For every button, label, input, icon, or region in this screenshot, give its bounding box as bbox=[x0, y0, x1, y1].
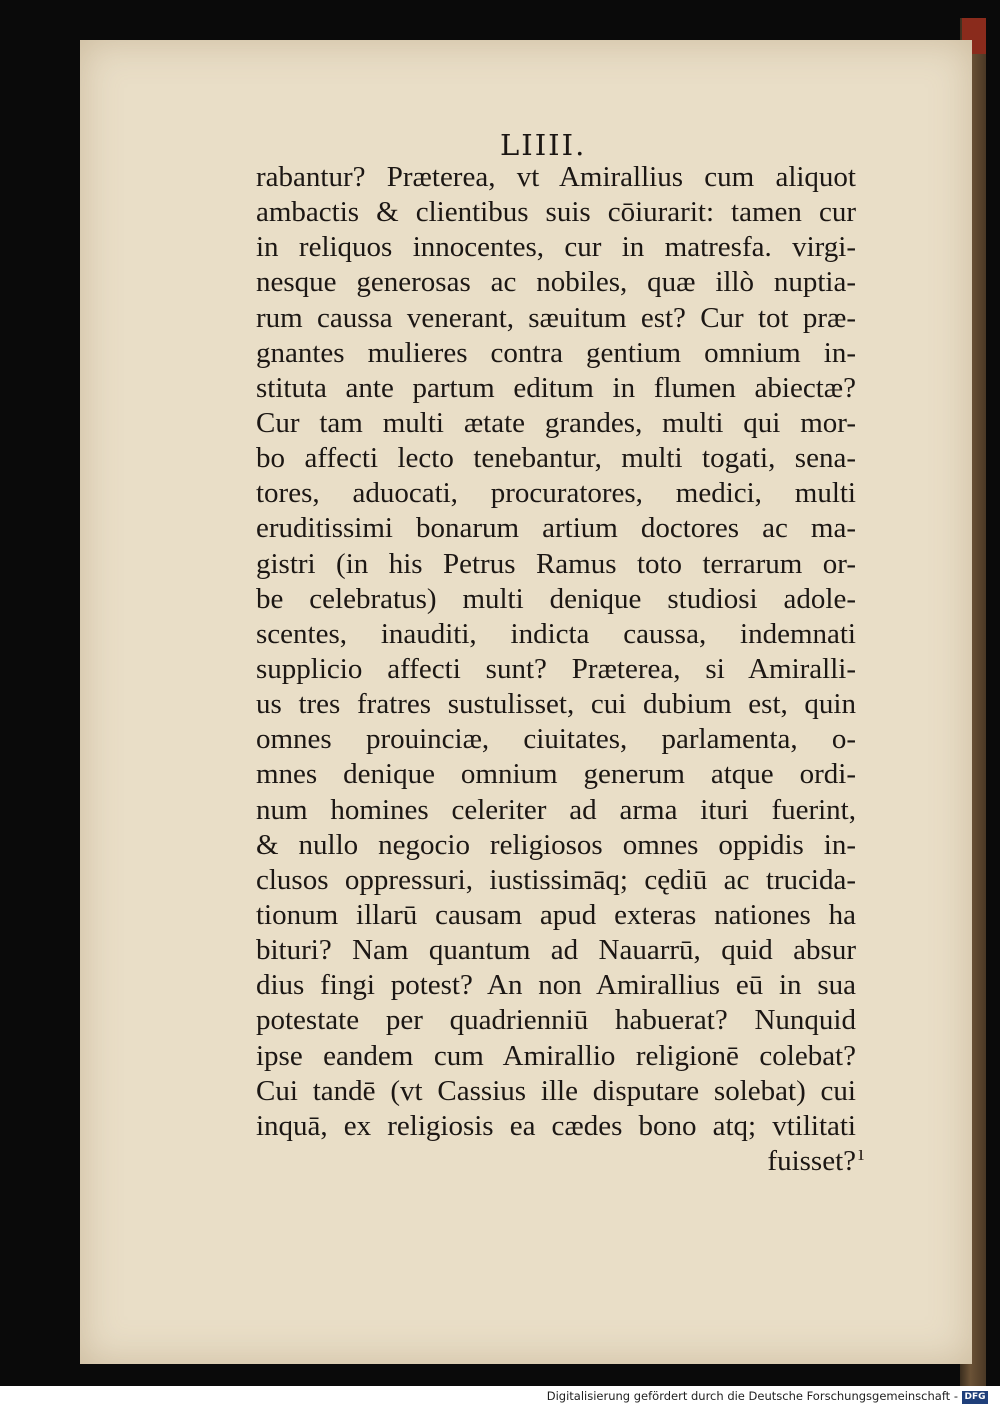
text-line: us tres fratres sustulisset, cui dubium est, quin bbox=[256, 688, 856, 721]
text-line: rum caussa venerant, sæuitum est? Cur tot præ- bbox=[256, 301, 856, 334]
text-line: gistri (in his Petrus Ramus toto terrarum or- bbox=[256, 547, 856, 580]
funding-credit: Digitalisierung gefördert durch die Deutsche Forschungsgemeinschaft - bbox=[546, 1389, 958, 1403]
page-number: LIIII. bbox=[500, 128, 587, 162]
text-line: be celebratus) multi denique studiosi adole- bbox=[256, 582, 856, 615]
text-line: stituta ante partum editum in flumen abiectæ? bbox=[256, 371, 856, 404]
text-line: omnes prouinciæ, ciuitates, parlamenta, o- bbox=[256, 723, 856, 756]
text-line: supplicio affecti sunt? Præterea, si Amiralli- bbox=[256, 652, 856, 685]
text-line: fuisset? bbox=[767, 1144, 856, 1177]
text-line: bituri? Nam quantum ad Nauarrū, quid absur bbox=[256, 934, 856, 967]
footer-bar bbox=[0, 1386, 1000, 1409]
text-line: bo affecti lecto tenebantur, multi togati, sena- bbox=[256, 442, 856, 475]
text-line: gnantes mulieres contra gentium omnium in- bbox=[256, 336, 856, 369]
text-line: in reliquos innocentes, cur in matresfa. virgi- bbox=[256, 231, 856, 264]
text-line: ambactis & clientibus suis cōiurarit: tamen cur bbox=[256, 196, 856, 229]
text-line: potestate per quadrienniū habuerat? Nunquid bbox=[256, 1004, 856, 1037]
page-text bbox=[256, 160, 856, 1179]
text-line: rabantur? Præterea, vt Amirallius cum aliquot bbox=[256, 161, 856, 193]
text-line: num homines celeriter ad arma ituri fuerint, bbox=[256, 793, 856, 826]
text-line: inquā, ex religiosis ea cædes bono atq; vtilitati bbox=[256, 1109, 856, 1142]
margin-mark: ı bbox=[858, 1140, 865, 1165]
text-line: & nullo negocio religiosos omnes oppidis in- bbox=[256, 828, 856, 861]
text-line: clusos oppressuri, iustissimāq; cędiū ac trucida- bbox=[256, 863, 856, 896]
text-line: tionum illarū causam apud exteras nationes ha bbox=[256, 898, 856, 931]
text-line: nesque generosas ac nobiles, quæ illò nuptia- bbox=[256, 266, 856, 299]
text-line: ipse eandem cum Amirallio religionē colebat? bbox=[256, 1039, 856, 1072]
text-line: Cui tandē (vt Cassius ille disputare solebat) cui bbox=[256, 1074, 856, 1107]
dfg-logo: DFG bbox=[962, 1391, 988, 1404]
text-line: mnes denique omnium generum atque ordi- bbox=[256, 758, 856, 791]
text-line: eruditissimi bonarum artium doctores ac ma- bbox=[256, 512, 856, 545]
text-line: Cur tam multi ætate grandes, multi qui mor- bbox=[256, 406, 856, 439]
text-line: dius fingi potest? An non Amirallius eū in sua bbox=[256, 969, 856, 1002]
text-line: tores, aduocati, procuratores, medici, multi bbox=[256, 477, 856, 510]
text-line: scentes, inauditi, indicta caussa, indemnati bbox=[256, 617, 856, 650]
